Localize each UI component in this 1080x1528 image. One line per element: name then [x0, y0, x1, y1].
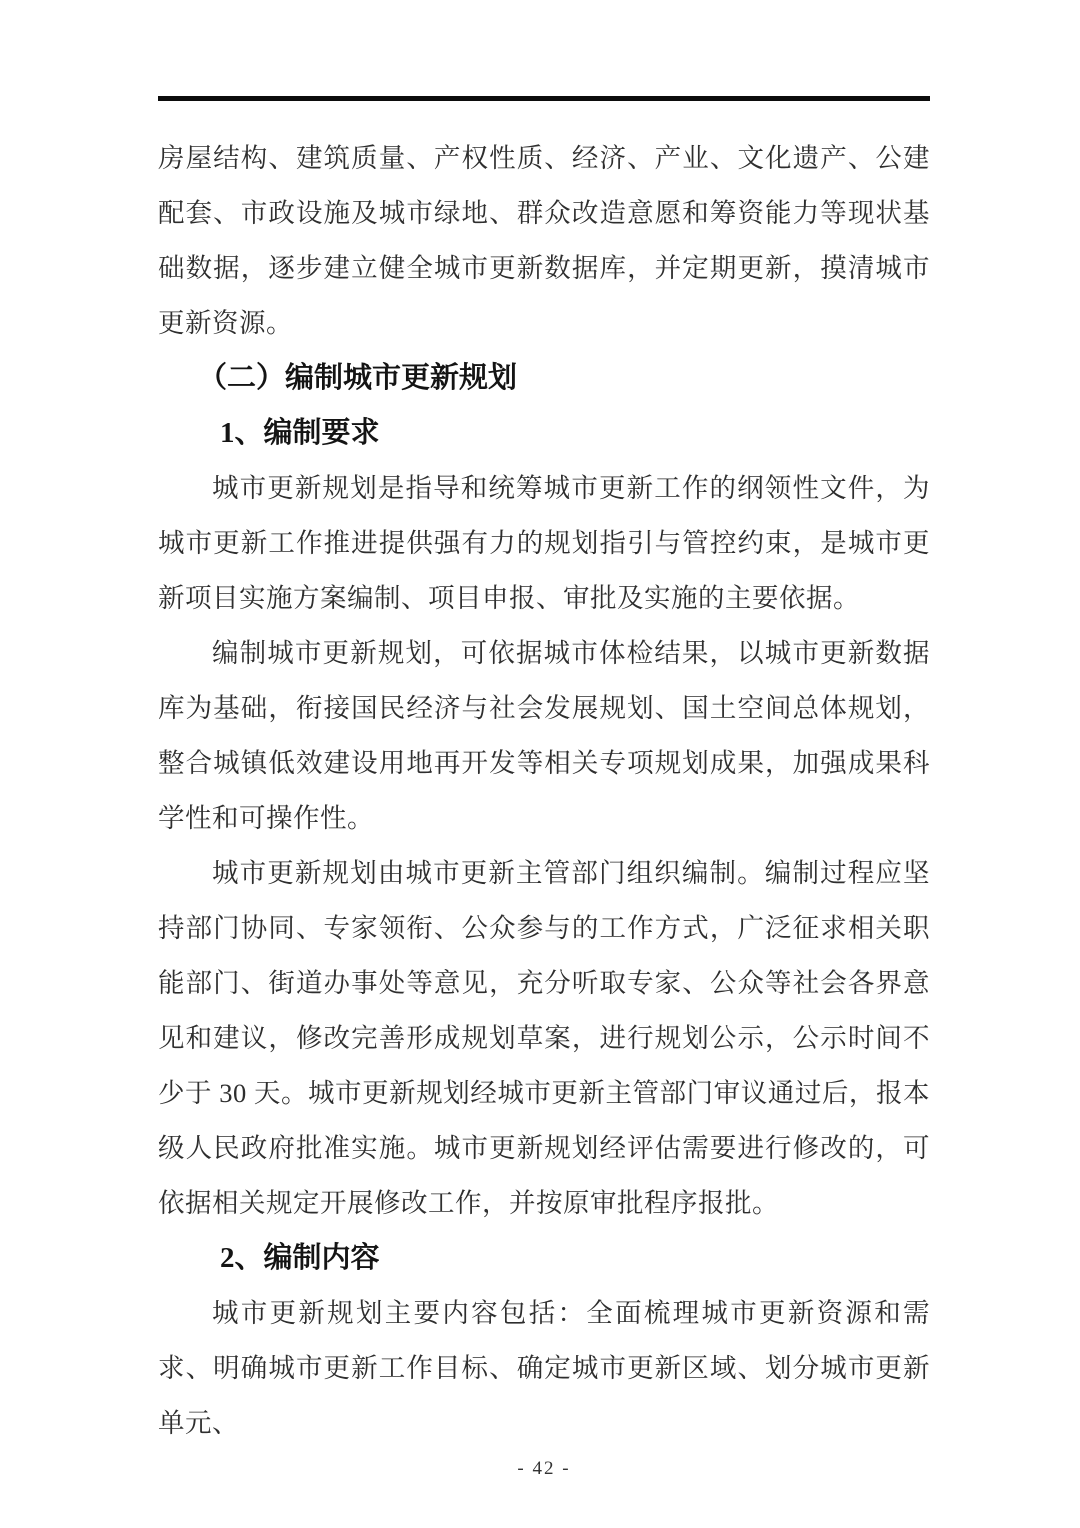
- paragraph-plan-contents: 城市更新规划主要内容包括：全面梳理城市更新资源和需求、明确城市更新工作目标、确定城市更新区域、划分城市更新单元、: [158, 1298, 930, 1438]
- paragraph-plan-basis: 编制城市更新规划，可依据城市体检结果，以城市更新数据库为基础，衔接国民经济与社会发展规划、国土空间总体规划，整合城镇低效建设用地再开发等相关专项规划成果，加强成果科学性和可操作性。: [158, 638, 930, 833]
- header-rule: [158, 96, 930, 101]
- paragraph-plan-purpose: 城市更新规划是指导和统筹城市更新工作的纲领性文件，为城市更新工作推进提供强有力的规划指引与管控约束，是城市更新项目实施方案编制、项目申报、审批及实施的主要依据。: [158, 473, 930, 613]
- page-sheet: [158, 0, 930, 1480]
- paragraph-continuation: 房屋结构、建筑质量、产权性质、经济、产业、文化遗产、公建配套、市政设施及城市绿地、群众改造意愿和筹资能力等现状基础数据，逐步建立健全城市更新数据库，并定期更新，摸清城市更新资源。: [158, 143, 930, 338]
- page-number: - 42 -: [517, 1458, 571, 1479]
- paragraph-plan-process: 城市更新规划由城市更新主管部门组织编制。编制过程应坚持部门协同、专家领衔、公众参与的工作方式，广泛征求相关职能部门、街道办事处等意见，充分听取专家、公众等社会各界意见和建议，修改完善形成规划草案，进行规划公示，公示时间不少于 30 天。城市更新规划经城市更新主管部门审议通过后，报本级人民政府批准实施。城市更新规划经评估需要进行修改的，可依据相关规定开展修改工作，并按原审批程序报批。: [158, 858, 930, 1218]
- section-heading: （二）编制城市更新规划: [198, 362, 518, 394]
- sub-heading-contents: 2、编制内容: [220, 1242, 380, 1274]
- sub-heading-requirements: 1、编制要求: [220, 417, 380, 449]
